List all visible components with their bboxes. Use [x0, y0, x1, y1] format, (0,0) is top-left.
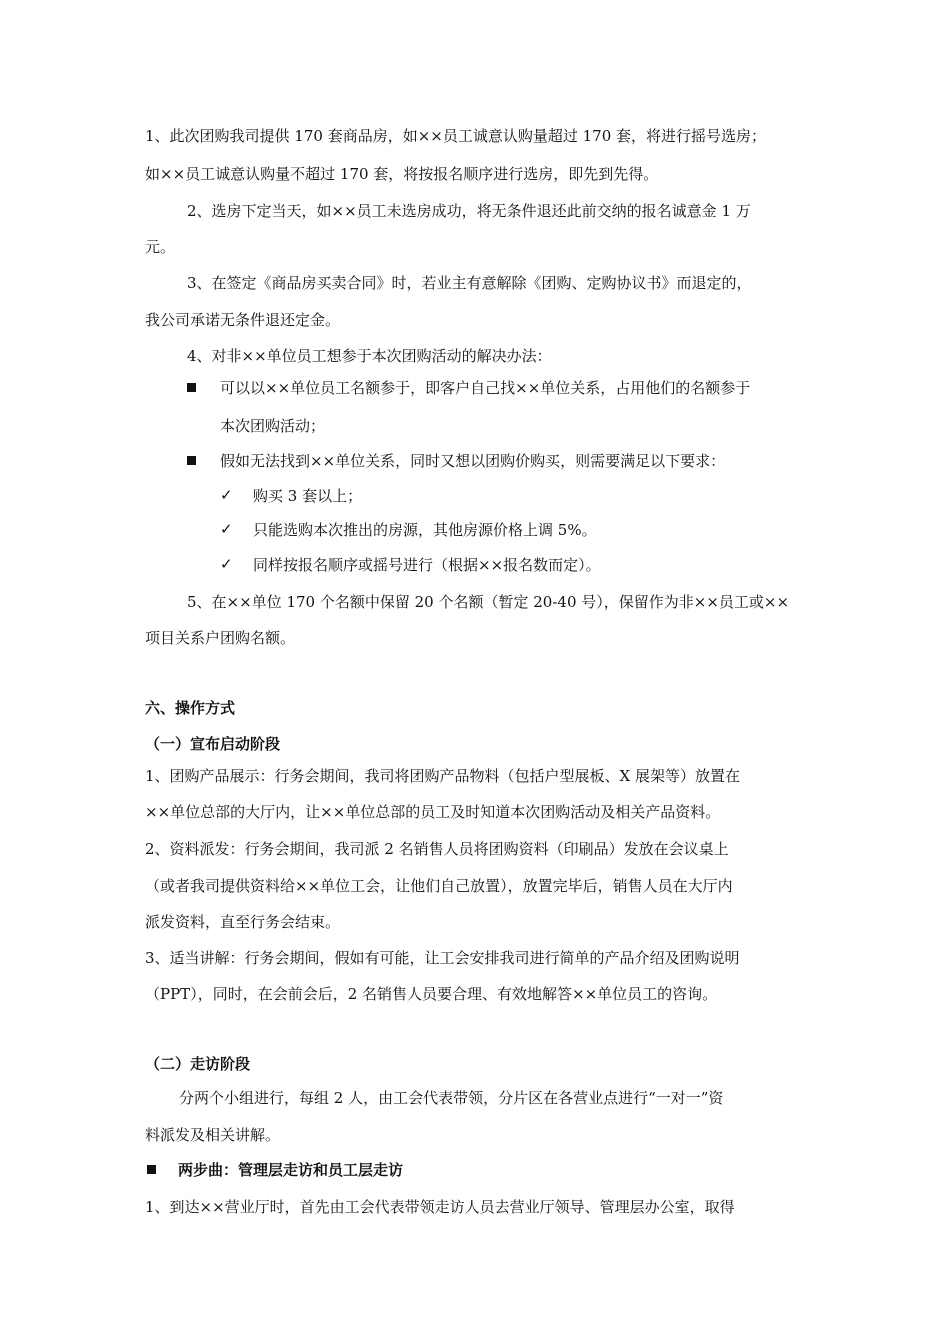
- launch-item-3-line-2: （PPT），同时，在会前会后，2 名销售人员要合理、有效地解答××单位员工的咨询。: [145, 985, 718, 1003]
- visit-para-line-2: 料派发及相关讲解。: [145, 1126, 281, 1144]
- launch-item-2-line-3: 派发资料，直至行务会结束。: [145, 913, 341, 931]
- two-step-bullet: 两步曲：管理层走访和员工层走访: [178, 1161, 404, 1179]
- subheading-visit-stage: （二）走访阶段: [145, 1055, 251, 1073]
- para-3-line-2: 我公司承诺无条件退还定金。: [145, 311, 341, 329]
- launch-item-1-line-2: ××单位总部的大厅内，让××单位总部的员工及时知道本次团购活动及相关产品资料。: [145, 803, 721, 821]
- black-square-bullet-icon: [147, 1165, 156, 1174]
- para-4: 4、对非××单位员工想参于本次团购活动的解决办法：: [187, 347, 552, 365]
- check-mark-icon: ✓: [220, 555, 233, 573]
- visit-item-1-line-1: 1、到达××营业厅时，首先由工会代表带领走访人员去营业厅领导、管理层办公室，取得: [145, 1198, 735, 1216]
- black-square-bullet-icon: [187, 383, 196, 392]
- bullet-1-line-1: 可以以××单位员工名额参于，即客户自己找××单位关系，占用他们的名额参于: [220, 379, 751, 397]
- launch-item-2-line-1: 2、资料派发：行务会期间，我司派 2 名销售人员将团购资料（印刷品）发放在会议桌上: [145, 840, 729, 858]
- subheading-launch-stage: （一）宣布启动阶段: [145, 735, 281, 753]
- para-2-line-2: 元。: [145, 238, 176, 256]
- launch-item-1-line-1: 1、团购产品展示：行务会期间，我司将团购产品物料（包括户型展板、X 展架等）放置在: [145, 767, 740, 785]
- visit-para-line-1: 分两个小组进行，每组 2 人，由工会代表带领，分片区在各营业点进行“一对一”资: [179, 1089, 724, 1107]
- para-1-line-2: 如××员工诚意认购量不超过 170 套，将按报名顺序进行选房，即先到先得。: [145, 165, 659, 183]
- bullet-1-line-2: 本次团购活动；: [220, 417, 326, 435]
- para-5-line-2: 项目关系户团购名额。: [145, 629, 296, 647]
- check-item-3: 同样按报名顺序或摇号进行（根据××报名数而定）。: [253, 556, 601, 574]
- check-item-2: 只能选购本次推出的房源，其他房源价格上调 5%。: [253, 521, 597, 539]
- bullet-2: 假如无法找到××单位关系，同时又想以团购价购买，则需要满足以下要求：: [220, 452, 726, 470]
- launch-item-3-line-1: 3、适当讲解：行务会期间，假如有可能，让工会安排我司进行简单的产品介绍及团购说明: [145, 949, 740, 967]
- check-mark-icon: ✓: [220, 520, 233, 538]
- para-3-line-1: 3、在签定《商品房买卖合同》时，若业主有意解除《团购、定购协议书》而退定的，: [187, 274, 752, 292]
- check-item-1: 购买 3 套以上；: [253, 487, 363, 505]
- black-square-bullet-icon: [187, 456, 196, 465]
- para-5-line-1: 5、在××单位 170 个名额中保留 20 个名额（暂定 20-40 号），保留作为非××员工或××: [187, 593, 790, 611]
- para-1-line-1: 1、此次团购我司提供 170 套商品房，如××员工诚意认购量超过 170 套，将进行摇号选房；: [145, 127, 767, 145]
- section-heading-operation-method: 六、操作方式: [145, 699, 236, 717]
- launch-item-2-line-2: （或者我司提供资料给××单位工会，让他们自己放置），放置完毕后，销售人员在大厅内: [145, 877, 733, 895]
- check-mark-icon: ✓: [220, 486, 233, 504]
- para-2-line-1: 2、选房下定当天，如××员工未选房成功，将无条件退还此前交纳的报名诚意金 1 万: [187, 202, 751, 220]
